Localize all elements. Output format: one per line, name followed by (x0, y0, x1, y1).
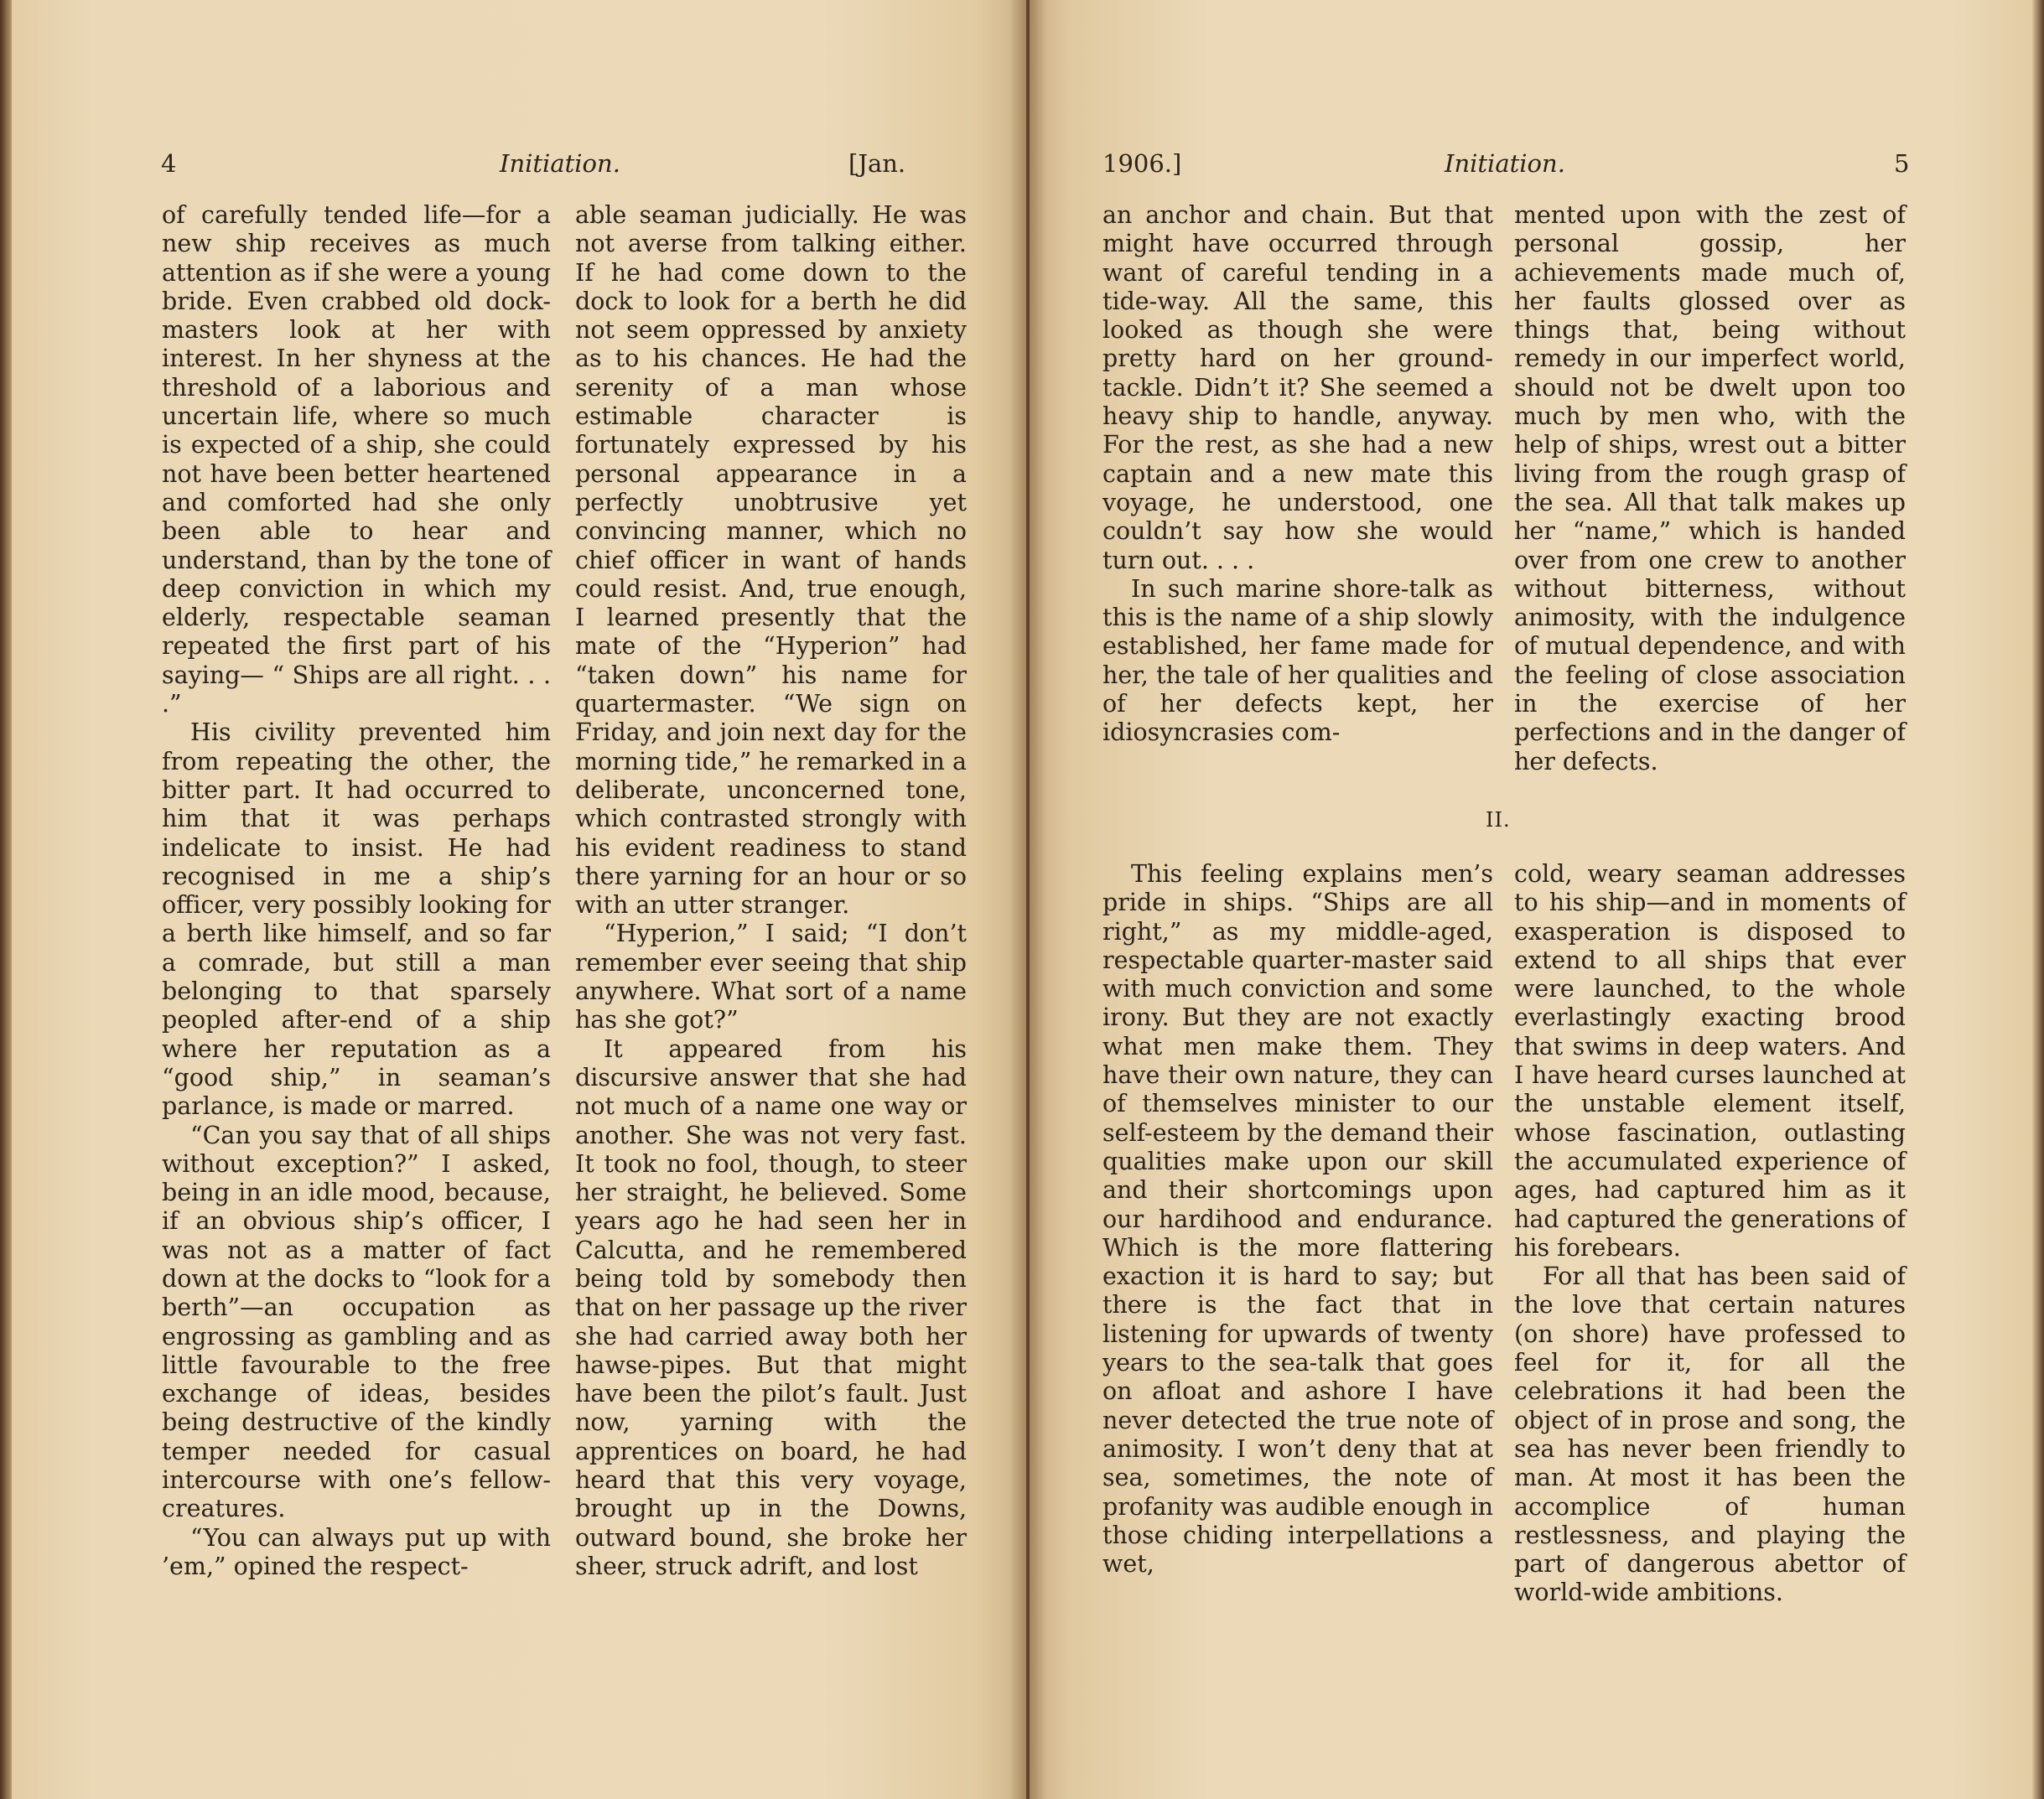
right-page-number: 5 (1894, 149, 1910, 178)
book-cover-edge-right (2032, 0, 2044, 1799)
paragraph: It appeared from his discursive answer that she had not much of a name one way or another. She was not very fast. It took no fool, though, to steer her straight, he believed. Some years ago he had seen her in Calcutta, and he remembered being told by somebody then that on her passage up the river she had carried away both her hawse-pipes. But that might have been the pilot’s fault. Just now, yarning with the apprentices on board, he had heard that this very voyage, brought up in the Downs, outward bound, she broke her sheer, struck adrift, and lost (575, 1034, 967, 1580)
right-page-column-3 (1102, 860, 1493, 1579)
left-page-column-1 (162, 201, 551, 1581)
right-running-date: 1906.] (1102, 149, 1182, 178)
left-running-date: [Jan. (848, 149, 906, 178)
paragraph: “Can you say that of all ships without exception?” I asked, being in an idle mood, because, if an obvious ship’s officer, I was not as a matter of fact down at the docks to “look for a berth”—an occupation as engrossing as gambling and as little favourable to the free exchange of ideas, besides being destructive of the kindly temper needed for casual intercourse with one’s fellow-creatures. (162, 1121, 551, 1523)
left-page-header (159, 149, 964, 186)
book-gutter (1009, 0, 1046, 1799)
right-page-column-4 (1514, 860, 1906, 1608)
paragraph: For all that has been said of the love that certain natures (on shore) have professed to feel for it, for all the celebrations it had been the object of in prose and song, the sea has never been friendly to man. At most it has been the accomplice of human restlessness, and playing the part of dangerous abettor of world-wide ambitions. (1514, 1262, 1906, 1607)
right-page-header (1102, 149, 1910, 186)
paragraph: “You can always put up with ’em,” opined the respect- (162, 1523, 551, 1580)
book-cover-edge-left (0, 0, 12, 1799)
paragraph: In such marine shore-talk as this is the name of a ship slowly established, her fame made for her, the tale of her qualities and of her defects kept, her idiosyncrasies com- (1102, 574, 1493, 747)
paragraph: mented upon with the zest of personal gossip, her achievements made much of, her faults glossed over as things that, being without remedy in our imperfect world, should not be dwelt upon too much by men who, with the help of ships, wrest out a bitter living from the rough grasp of the sea. All that talk makes up her “name,” which is handed over from one crew to another without bitterness, without animosity, with the indulgence of mutual dependence, and with the feeling of close association in the exercise of her perfections and in the danger of her defects. (1514, 201, 1906, 775)
paragraph: of carefully tended life—for a new ship receives as much attention as if she were a young bride. Even crabbed old dock-masters look at her with interest. In her shyness at the threshold of a laborious and uncertain life, where so much is expected of a ship, she could not have been better heartened and comforted had she only been able to hear and understand, than by the tone of deep conviction in which my elderly, respectable seaman repeated the first part of his saying— “ Ships are all right. . . .” (162, 201, 551, 718)
left-page-column-2 (575, 201, 967, 1581)
paragraph: an anchor and chain. But that might have occurred through want of careful tending in a tide-way. All the same, this looked as though she were pretty hard on her ground-tackle. Didn’t it? She seemed a heavy ship to handle, anyway. For the rest, as she had a new captain and a new mate this voyage, he understood, one couldn’t say how she would turn out. . . . (1102, 201, 1493, 574)
section-number: II. (1486, 808, 1511, 832)
right-running-title: Initiation. (1445, 149, 1565, 178)
left-page-number: 4 (161, 149, 177, 178)
left-running-title: Initiation. (500, 149, 620, 178)
paragraph: cold, weary seaman addresses to his ship—and in moments of exasperation is disposed to extend to all ships that ever were launched, to the whole everlastingly exacting brood that swims in deep waters. And I have heard curses launched at the unstable element itself, whose fascination, outlasting the accumulated experience of ages, had captured him as it had captured the generations of his forebears. (1514, 860, 1906, 1262)
right-page-column-1 (1102, 201, 1493, 748)
paragraph: “Hyperion,” I said; “I don’t remember ever seeing that ship anywhere. What sort of a name has she got?” (575, 920, 967, 1034)
paragraph: able seaman judicially. He was not averse from talking either. If he had come down to the dock to look for a berth he did not seem oppressed by anxiety as to his chances. He had the serenity of a man whose estimable character is fortunately expressed by his personal appearance in a perfectly unobtrusive yet convincing manner, which no chief officer in want of hands could resist. And, true enough, I learned presently that the mate of the “Hyperion” had “taken down” his name for quartermaster. “We sign on Friday, and join next day for the morning tide,” he remarked in a deliberate, unconcerned tone, which contrasted strongly with his evident readiness to stand there yarning for an hour or so with an utter stranger. (575, 201, 967, 920)
paragraph: This feeling explains men’s pride in ships. “Ships are all right,” as my middle-aged, respectable quarter-master said with much conviction and some irony. But they are not exactly what men make them. They have their own nature, they can of themselves minister to our self-esteem by the demand their qualities make upon our skill and their shortcomings upon our hardihood and endurance. Which is the more flattering exaction it is hard to say; but there is the fact that in listening for upwards of twenty years to the sea-talk that goes on afloat and ashore I have never detected the true note of animosity. I won’t deny that at sea, sometimes, the note of profanity was audible enough in those chiding interpellations a wet, (1102, 860, 1493, 1579)
paragraph: His civility prevented him from repeating the other, the bitter part. It had occurred to him that it was perhaps indelicate to insist. He had recognised in me a ship’s officer, very possibly looking for a berth like himself, and so far a comrade, but still a man belonging to that sparsely peopled after-end of a ship where her reputation as a “good ship,” in seaman’s parlance, is made or marred. (162, 718, 551, 1121)
right-page-column-2 (1514, 201, 1906, 776)
